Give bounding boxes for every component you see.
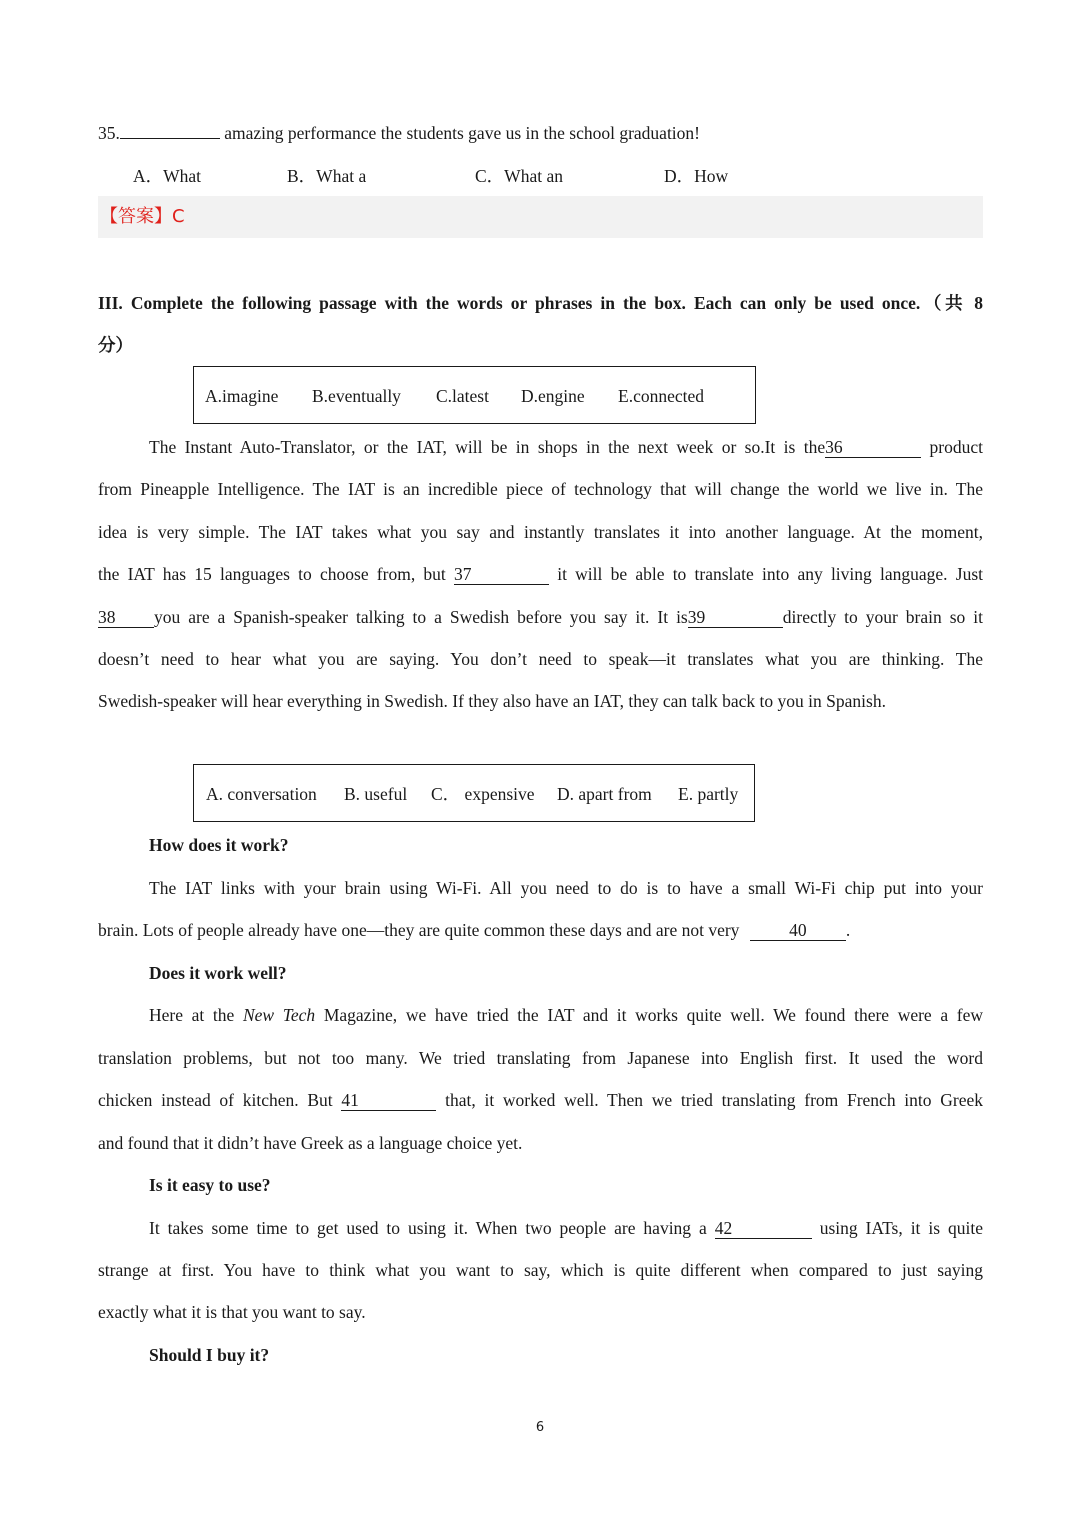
paragraph-line: 38 you are a Spanish-speaker talking to a Swedish before you say it. It is39 directly to your brain so it — [98, 607, 983, 627]
paragraph-line: It takes some time to get used to using it. When two people are having a 42 using IATs, it is quite — [149, 1218, 983, 1238]
paragraph-line: Here at the New Tech Magazine, we have tried the IAT and it works quite well. We found there were a few — [149, 1005, 984, 1025]
paragraph-line: strange at first. You have to think what you want to say, which is quite different when compared to just saying — [98, 1260, 983, 1280]
question-text: amazing performance the students gave us in the school graduation! — [224, 123, 700, 143]
blank-39: 39 — [688, 607, 783, 628]
answer-bar — [98, 196, 983, 238]
answer-blank — [120, 138, 220, 139]
word-box-item: C.latest — [436, 386, 489, 406]
blank-41: 41 — [341, 1090, 436, 1111]
paragraph-line: The IAT links with your brain using Wi-Fi. All you need to do is to have a small Wi-Fi chip put into your — [149, 878, 983, 898]
option-a: A．What — [133, 166, 202, 186]
section-title-cont: 分） — [98, 335, 133, 355]
word-box-item: D.engine — [521, 386, 585, 406]
answer-label: 【答案】C — [100, 206, 185, 227]
option-c: C．What an — [475, 166, 563, 186]
blank-36: 36 — [825, 437, 921, 458]
paragraph-line: exactly what it is that you want to say. — [98, 1302, 366, 1322]
paragraph-line: brain. Lots of people already have one—they are quite common these days and are not very 40 . — [98, 920, 851, 940]
paragraph-line: idea is very simple. The IAT takes what you say and instantly translates it into another language. At the moment, — [98, 522, 983, 542]
magazine-name: New Tech — [242, 1005, 316, 1025]
word-box-item: C． expensive — [431, 784, 535, 804]
word-box-item: E. partly — [678, 784, 739, 804]
word-box-item: A. conversation — [206, 784, 317, 804]
word-box-item: B.eventually — [312, 386, 401, 406]
word-box-item: B. useful — [344, 784, 408, 804]
question-35-stem — [98, 121, 983, 145]
paragraph-line: translation problems, but not too many. We tried translating from Japanese into English first. It used the word — [98, 1048, 983, 1068]
word-box-item: A.imagine — [205, 386, 279, 406]
word-box-item: D. apart from — [557, 784, 652, 804]
paragraph-line: Swedish-speaker will hear everything in Swedish. If they also have an IAT, they can talk back to you in Spanish. — [98, 691, 886, 711]
subheading-buy: Should I buy it? — [149, 1345, 270, 1365]
blank-40: 40 — [750, 920, 846, 941]
blank-38: 38 — [98, 607, 154, 628]
paragraph-line: the IAT has 15 languages to choose from, but 37 it will be able to translate into any living language. Just — [98, 564, 983, 584]
paragraph-line: and found that it didn’t have Greek as a language choice yet. — [98, 1133, 523, 1153]
option-b: B．What a — [287, 166, 367, 186]
question-number: 35. — [98, 123, 120, 143]
blank-37: 37 — [454, 564, 549, 585]
paragraph-line: from Pineapple Intelligence. The IAT is an incredible piece of technology that will change the world we live in. The — [98, 479, 983, 499]
subheading-easy: Is it easy to use? — [149, 1175, 271, 1195]
page-number: 6 — [535, 1420, 545, 1435]
paragraph-line: chicken instead of kitchen. But 41 that, it worked well. Then we tried translating from French into Greek — [98, 1090, 984, 1110]
paragraph-line: The Instant Auto-Translator, or the IAT, will be in shops in the next week or so.It is the36 product — [149, 437, 984, 457]
paragraph-line: doesn’t need to hear what you are saying. You don’t need to speak—it translates what you are thinking. The — [98, 649, 983, 669]
word-box-2 — [193, 764, 755, 822]
subheading-works-well: Does it work well? — [149, 963, 287, 983]
option-d: D．How — [664, 166, 729, 186]
word-box-item: E.connected — [618, 386, 704, 406]
subheading-how: How does it work? — [149, 835, 289, 855]
word-box-1 — [193, 366, 756, 424]
section-title: III. Complete the following passage with the words or phrases in the box. Each can only be used once.（共 8 — [98, 293, 983, 313]
blank-42: 42 — [715, 1218, 812, 1239]
